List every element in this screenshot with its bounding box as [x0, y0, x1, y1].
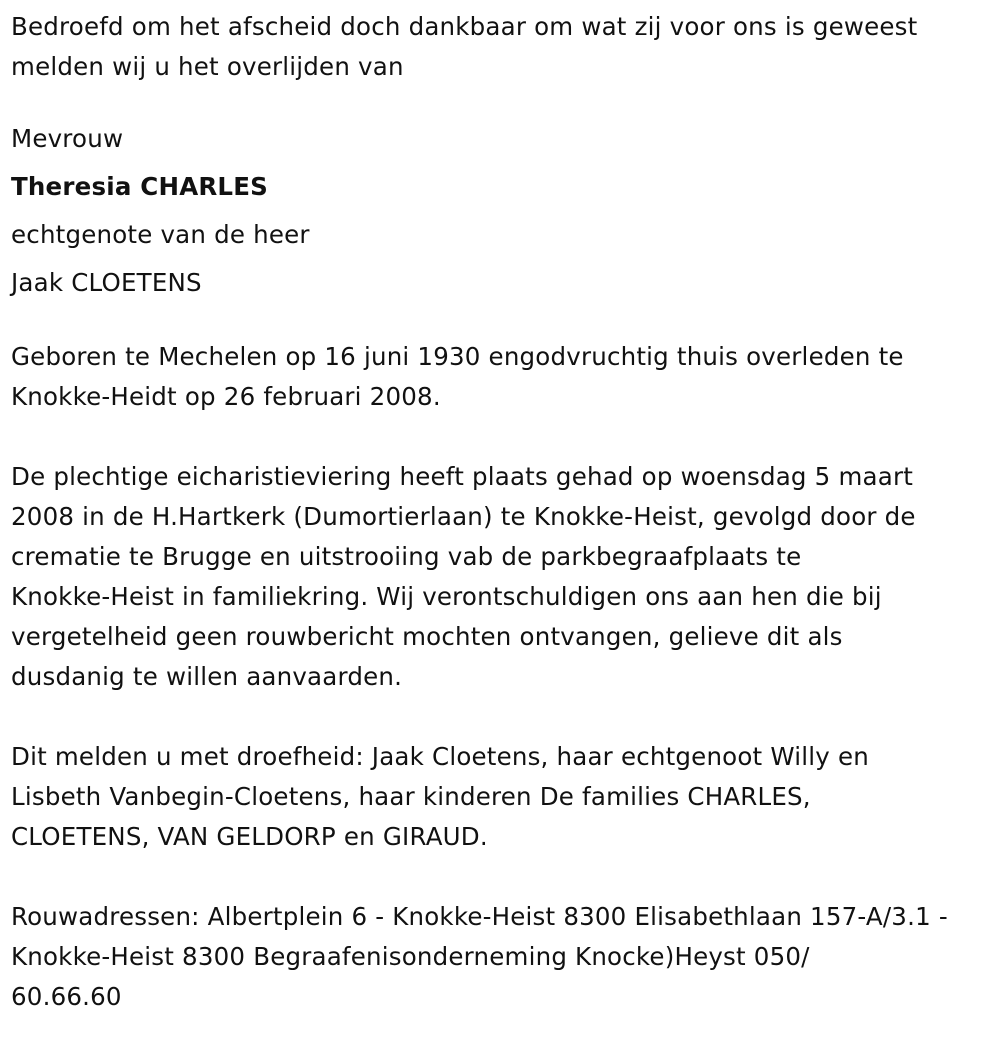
deceased-block [11, 115, 1000, 307]
ceremony-text: De plechtige eicharistieviering heeft plaats gehad op woensdag 5 maart 2008 in de H.Hartkerk (Dumortierlaan) te Knokke-Heist, gevolgd door de crematie te Brugge en uitstrooiing vab de parkbegraafplaats te Knokke-Heist in familiekring. Wij verontschuldigen ons aan hen die bij vergetelheid geen rouwbericht mochten ontvangen, gelieve dit als dusdanig te willen aanvaarden. [11, 462, 916, 691]
addresses-text: Rouwadressen: Albertplein 6 - Knokke-Heist 8300 Elisabethlaan 157-A/3.1 - Knokke-Heist 8300 Begraafenisonderneming Knocke)Heyst 050/ 60.66.60 [11, 902, 948, 1011]
birth-death-text: Geboren te Mechelen op 16 juni 1930 engodvruchtig thuis overleden te Knokke-Heidt op 26 februari 2008. [11, 342, 904, 411]
intro-text: Bedroefd om het afscheid doch dankbaar om wat zij voor ons is geweest melden wij u het overlijden van [11, 12, 918, 81]
honorific: Mevrouw [11, 124, 124, 153]
spouse-name: Jaak CLOETENS [11, 268, 202, 297]
spouse-label: echtgenote van de heer [11, 220, 310, 249]
family-text: Dit melden u met droefheid: Jaak Cloetens, haar echtgenoot Willy en Lisbeth Vanbegin-Cloetens, haar kinderen De families CHARLES, CLOETENS, VAN GELDORP en GIRAUD. [11, 742, 869, 851]
deceased-name: Theresia CHARLES [11, 172, 269, 201]
